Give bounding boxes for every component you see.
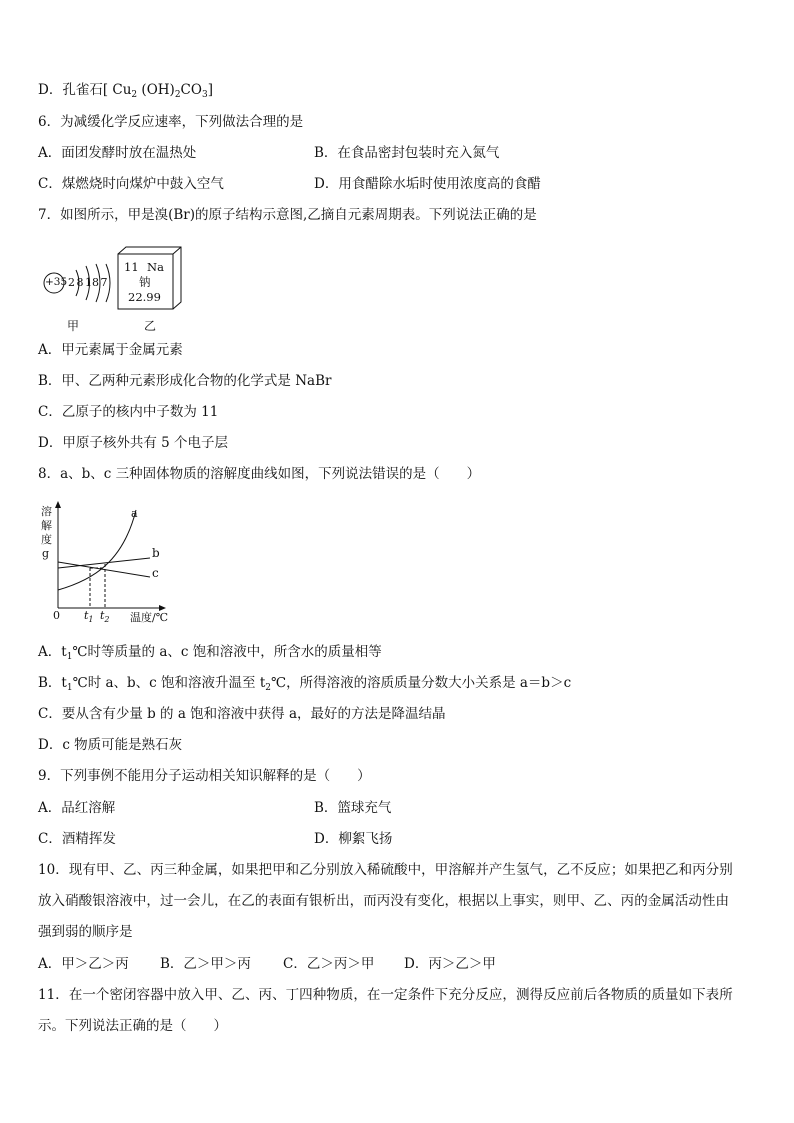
q8-option-a: A．$t_1℃$时等质量的 a、c 饱和溶液中，所含水的质量相等 [38, 644, 382, 662]
atom-shell-electrons: 2 8 18 7 [68, 276, 108, 289]
element-figure-label: 乙 [144, 319, 157, 333]
q7-option-d: D．甲原子核外共有 5 个电子层 [38, 435, 228, 451]
q9-stem: 9．下列事例不能用分子运动相关知识解释的是（ ） [38, 768, 371, 784]
q9-option-b: B．篮球充气 [314, 800, 392, 816]
q8-stem: 8．a、b、c 三种固体物质的溶解度曲线如图，下列说法错误的是（ ） [38, 466, 481, 482]
chart-ylabel-4: g [42, 547, 50, 560]
curve-c-label: c [152, 566, 159, 580]
element-atomic-number: 11 [124, 260, 139, 274]
chart-ylabel-3: 度 [41, 533, 52, 546]
q11-stem-line-2: 示。下列说法正确的是（ ） [38, 1018, 227, 1034]
chart-ylabel-2: 解 [41, 519, 52, 532]
q8-option-c: C．要从含有少量 b 的 a 饱和溶液中获得 a，最好的方法是降温结晶 [38, 706, 446, 722]
q9-option-a: A．品红溶解 [38, 800, 116, 816]
q7-option-a: A．甲元素属于金属元素 [38, 342, 183, 358]
curve-a [58, 507, 138, 590]
q6-option-d: D．用食醋除水垢时使用浓度高的食醋 [314, 176, 541, 192]
solubility-curve-chart [38, 500, 178, 626]
q10-option-d: D．丙＞乙＞甲 [404, 956, 496, 972]
element-symbol: Na [147, 260, 164, 274]
q11-stem-line-1: 11．在一个密闭容器中放入甲、乙、丙、丁四种物质，在一定条件下充分反应，测得反应前后各物质的质量如下表所 [38, 987, 733, 1003]
q10-option-b: B．乙＞甲＞丙 [160, 956, 251, 972]
q9-option-c: C．酒精挥发 [38, 831, 116, 847]
q8-option-d: D．c 物质可能是熟石灰 [38, 737, 183, 753]
curve-a-label: a [131, 507, 138, 520]
q9-option-d: D．柳絮飞扬 [314, 831, 393, 847]
q10-option-a: A．甲＞乙＞丙 [38, 956, 129, 972]
q6-stem: 6．为减缓化学反应速率，下列做法合理的是 [38, 114, 304, 130]
q7-stem: 7．如图所示，甲是溴(Br)的原子结构示意图,乙摘自元素周期表。下列说法正确的是 [38, 207, 537, 223]
element-name: 钠 [139, 275, 151, 289]
periodic-table-cell [117, 246, 183, 310]
atom-figure-label: 甲 [67, 319, 80, 333]
atom-structure-diagram [38, 250, 118, 310]
element-atomic-mass: 22.99 [128, 290, 161, 304]
q7-option-b: B．甲、乙两种元素形成化合物的化学式是 NaBr [38, 373, 332, 389]
q6-option-b: B．在食品密封包装时充入氮气 [314, 145, 500, 161]
q10-stem-line-2: 放入硝酸银溶液中，过一会儿，在乙的表面有银析出，而丙没有变化，根据以上事实，则甲、乙、丙的金属活动性由 [38, 893, 730, 909]
q7-option-c: C．乙原子的核内中子数为 11 [38, 404, 219, 420]
q10-stem-line-1: 10．现有甲、乙、丙三种金属，如果把甲和乙分别放入稀硫酸中，甲溶解并产生氢气，乙不反应；如果把乙和丙分别 [38, 862, 733, 878]
q10-stem-line-3: 强到弱的顺序是 [38, 924, 133, 940]
atom-nucleus-charge: +35 [45, 276, 68, 288]
chart-ylabel-1: 溶 [41, 505, 52, 518]
q8-option-b: B．$t_1℃$时 a、b、c 饱和溶液升温至 $t_2℃$，所得溶液的溶质质量分数大小关系是 a＝b＞c [38, 675, 572, 693]
chart-t2-label: $t_2$ [100, 609, 110, 624]
chart-xlabel: 温度/℃ [130, 611, 169, 624]
curve-c [58, 562, 150, 577]
chart-t1-label: $t_1$ [84, 609, 94, 624]
q5-option-d: D．孔雀石[ $Cu_2$ $(OH)_2CO_3$] [38, 82, 213, 100]
q6-option-c: C．煤燃烧时向煤炉中鼓入空气 [38, 176, 224, 192]
q10-option-c: C．乙＞丙＞甲 [283, 956, 375, 972]
chart-origin-label: 0 [53, 609, 60, 622]
curve-b-label: b [152, 546, 160, 560]
q6-option-a: A．面团发酵时放在温热处 [38, 145, 197, 161]
